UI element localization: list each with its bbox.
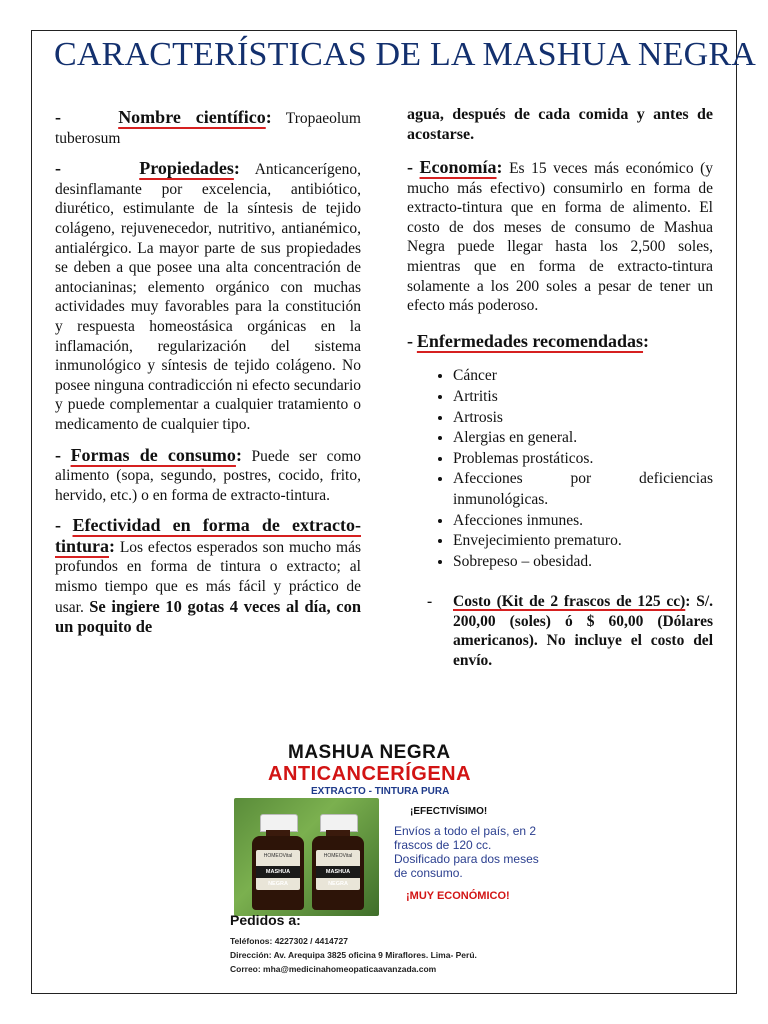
list-item: • Problemas prostáticos. — [453, 449, 713, 470]
efectividad-heading: Efectividad en forma de extracto-tintura — [55, 515, 361, 556]
disease-list — [407, 366, 713, 572]
costo-heading: Costo (Kit de 2 frascos de 125 cc) — [453, 593, 686, 611]
nombre-heading: Nombre científico — [118, 107, 266, 127]
list-item: • Envejecimiento prematuro. — [453, 531, 713, 552]
costo-text: S/. 200,00 (soles) ó $ 60,00 (Dólares americanos). No incluye el costo del envío. — [453, 593, 714, 670]
section-nombre: - Nombre científico: Tropaeolum tuberosum — [55, 107, 361, 147]
ad-economic: ¡MUY ECONÓMICO! — [406, 890, 510, 902]
economia-heading: Economía — [419, 157, 497, 177]
ad-subtitle: ANTICANCERÍGENA — [268, 763, 472, 785]
bottle-icon: HOMEOVital MASHUA NEGRA — [252, 814, 304, 910]
right-column — [407, 105, 713, 671]
section-efectividad: - Efectividad en forma de extracto-tintura: Los efectos esperados son mucho más profundos en forma de tintura o extracto; al mismo tiempo que es más fácil y práctico de usar. Se ingiere 10 gotas 4 veces al día, con un poquito de — [55, 515, 362, 637]
page-title: CARACTERÍSTICAS DE LA MASHUA NEGRA — [54, 36, 756, 73]
efectividad-dosage: Se ingiere 10 gotas 4 veces al día, con un poquito de — [55, 596, 362, 637]
section-economia: - Economía: Es 15 veces más económico (y mucho más efectivo) consumirlo en forma de extracto-tintura que en forma de alimento. El costo de dos meses de consumo de Mashua Negra puede llegar hasta los 2,500 soles, mientras que en forma de extracto-tintura solamente a los 200 soles a pesar de tener un efecto más poderoso. — [407, 157, 714, 315]
ad-shipping: Envíos a todo el país, en 2 frascos de 120 cc. Dosificado para dos meses de consumo. — [394, 824, 539, 880]
formas-heading: Formas de consumo — [70, 444, 236, 465]
left-column — [55, 108, 361, 649]
section-costo: - Costo (Kit de 2 frascos de 125 cc): S/. 200,00 (soles) ó $ 60,00 (Dólares americanos). No incluye el costo del envío. — [427, 593, 714, 670]
phones: Teléfonos: 4227302 / 4414727 — [230, 936, 348, 946]
ad-tagline: EXTRACTO - TINTURA PURA — [311, 786, 450, 797]
email: Correo: mha@medicinahomeopaticaavanzada.com — [230, 964, 437, 974]
bottle-icon: HOMEOVital MASHUA NEGRA — [312, 814, 364, 910]
address: Dirección: Av. Arequipa 3825 oficina 9 Miraflores. Lima- Perú. — [230, 950, 477, 960]
list-item: • Sobrepeso – obesidad. — [453, 552, 713, 573]
dosage-continuation: agua, después de cada comida y antes de acostarse. — [407, 106, 713, 143]
economia-text: Es 15 veces más económico (y mucho más efectivo) consumirlo en forma de extracto-tintura que en forma de alimento. El costo de dos meses de consumo de Mashua Negra puede llegar hasta los 2,500 soles, mientras que en forma de extracto-tintura solamente a los 200 soles a pesar de tener un efecto más poderoso. — [407, 160, 714, 315]
formas-text: Puede ser como alimento (sopa, segundo, postres, cocido, frito, hervido, etc.) o en forma de extracto-tintura. — [55, 447, 362, 504]
list-item: • Artritis — [453, 387, 713, 408]
orders-title: Pedidos a: — [230, 912, 301, 928]
list-item: • Alergias en general. — [453, 428, 713, 449]
list-item: • Afecciones por deficiencias inmunológicas. — [453, 469, 713, 510]
section-formas: - Formas de consumo: Puede ser como alimento (sopa, segundo, postres, cocido, frito, hervido, etc.) o en forma de extracto-tintura. — [55, 444, 362, 504]
propiedades-heading: Propiedades — [139, 158, 234, 179]
ad-title: MASHUA NEGRA — [288, 742, 451, 763]
propiedades-text: Anticancerígeno, desinflamante por excelencia, antibiótico, diurético, estimulante de la síntesis de tejido colágeno, rejuvenecedor, nutritivo, antianémico, antialérgico. La mayor parte de sus propiedades se deben a que posee una alta concentración de antocianinas; elemento orgánico con muchas actividades muy favorables para la constitución y respuesta homeostásica orgánicas en la inflamación, regularización del sistema inmunológico y síntesis de tejido colágeno. No posee ninguna contradicción ni efecto secundario y puede complementar a cualquier tratamiento o medicamento de cualquier tipo. — [55, 161, 362, 433]
section-propiedades: - Propiedades: Anticancerígeno, desinflamante por excelencia, antibiótico, diurético, estimulante de la síntesis de tejido colágeno, rejuvenecedor, nutritivo, antianémico, antialérgico. La mayor parte de sus propiedades se deben a que posee una alta concentración de antocianinas; elemento orgánico con muchas actividades muy favorables para la constitución y respuesta homeostásica orgánicas en la inflamación, regularización del sistema inmunológico y síntesis de tejido colágeno. No posee ninguna contradicción ni efecto secundario y puede complementar a cualquier tratamiento o medicamento de cualquier tipo. — [55, 158, 362, 433]
nombre-text: Tropaeolum tuberosum — [55, 110, 361, 147]
enfermedades-heading: Enfermedades recomendadas — [416, 330, 644, 351]
list-item: • Artrosis — [453, 408, 713, 429]
section-enfermedades: - Enfermedades recomendadas: — [407, 330, 650, 351]
product-photo — [234, 798, 379, 916]
efectividad-text: Los efectos esperados son mucho más profundos en forma de tintura o extracto; al mismo tiempo que es más fácil y práctico de usar. — [55, 538, 361, 616]
list-item: • Afecciones inmunes. — [453, 511, 713, 532]
ad-effective: ¡EFECTIVÍSIMO! — [410, 806, 488, 817]
list-item: • Cáncer — [453, 366, 713, 387]
product-ad — [228, 740, 558, 980]
